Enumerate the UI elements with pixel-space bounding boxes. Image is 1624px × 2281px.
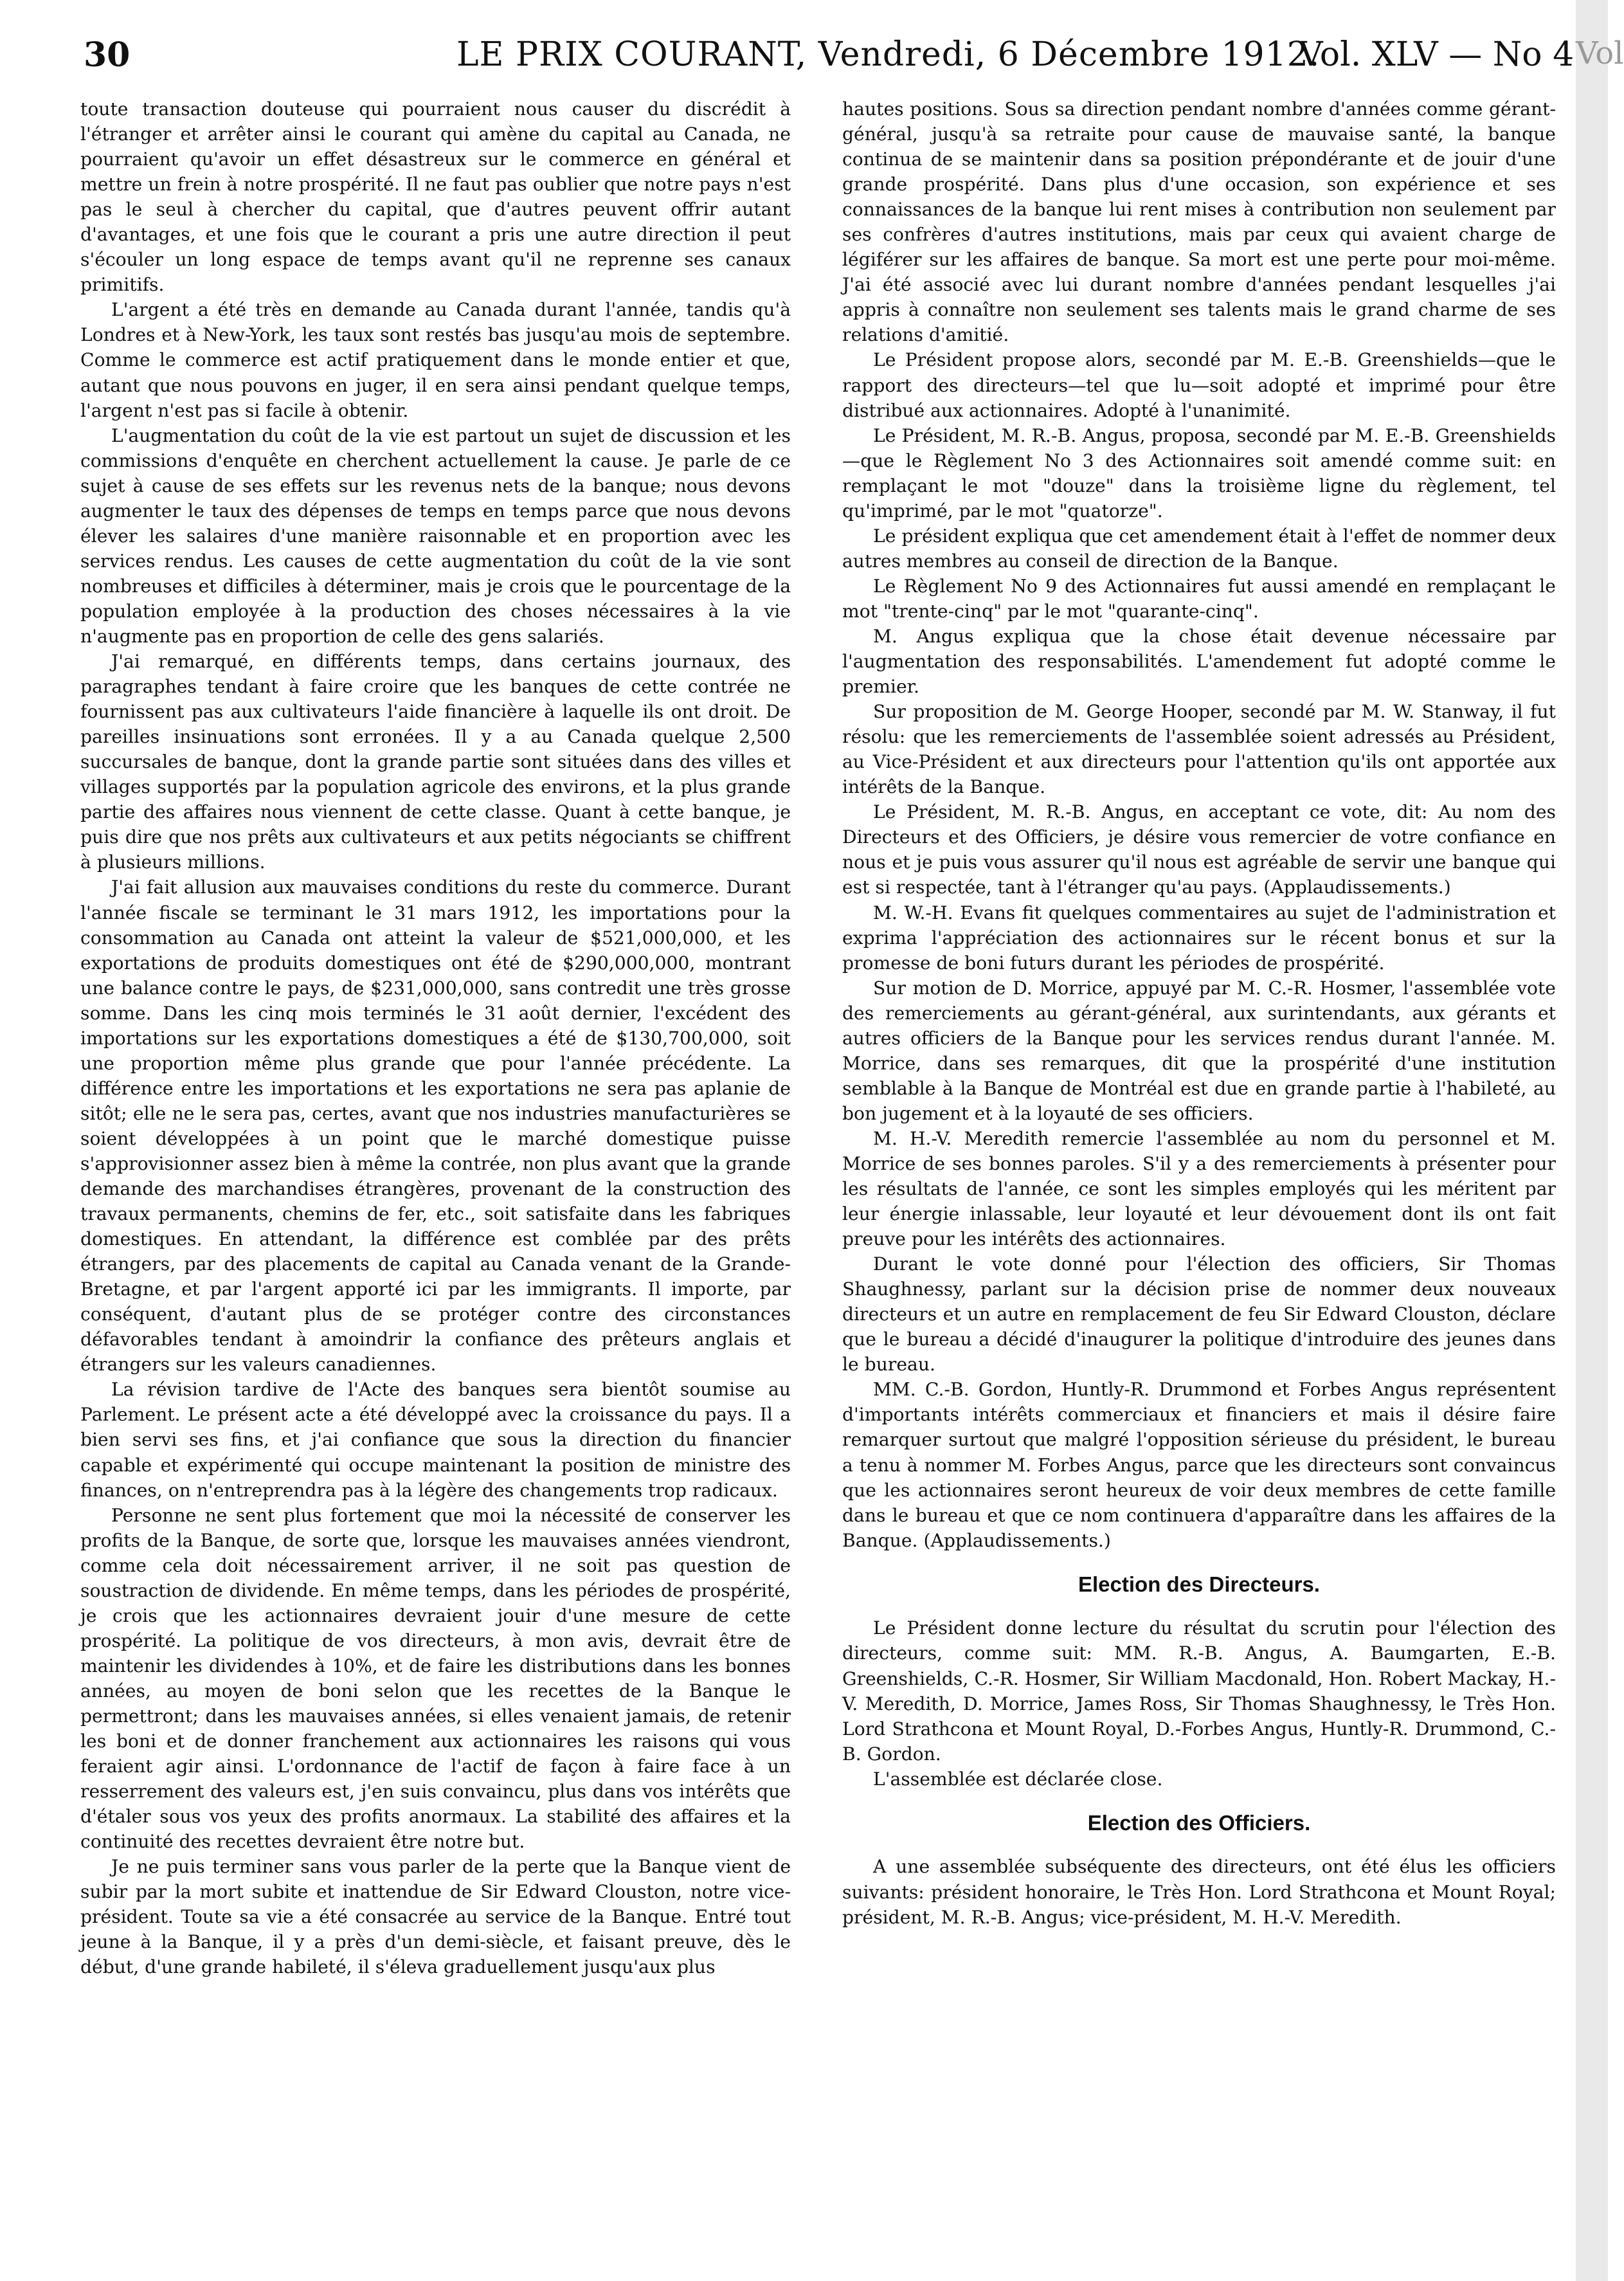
paragraph: L'argent a été très en demande au Canada durant l'année, tandis qu'à Londres et à New-York, les taux sont restés bas jusqu'au mois de septembre. Comme le commerce est actif pratiquement dans le monde entier et que, autant que nous pouvons en juger, il en sera ainsi pendant quelque temps, l'argent n'est pas si facile à obtenir. xyxy=(80,299,791,421)
page-header xyxy=(84,35,1574,87)
paragraph: M. Angus expliqua que la chose était devenue nécessaire par l'augmentation des responsabilités. L'amendement fut adopté comme le premier. xyxy=(842,625,1556,698)
page-number: 30 xyxy=(84,35,131,75)
paragraph: J'ai fait allusion aux mauvaises conditions du reste du commerce. Durant l'année fiscale se terminant le 31 mars 1912, les importations pour la consommation au Canada ont atteint la valeur de $521,000,000, et les exportations de produits domestiques ont été de $290,000,000, montrant une balance contre le pays, de $231,000,000, sans contredit une très grosse somme. Dans les cinq mois terminés le 31 août dernier, l'excédent des importations sur les exportations domestiques a été de $130,700,000, soit une proportion même plus grande que pour l'année précédente. La différence entre les importations et les exportations ne sera pas aplanie de sitôt; elle ne le sera pas, certes, avant que nos industries manufacturières se soient développées à un point que le marché domestique puisse s'approvisionner assez bien à même la contrée, non plus avant que la grande demande des marchandises étrangères, provenant de la construction des travaux permanents, chemins de fer, etc., soit satisfaite dans les fabriques domestiques. En attendant, la différence est comblée par des prêts étrangers, par des placements de capital au Canada venant de la Grande-Bretagne, et par l'argent apporté ici par les immigrants. Il importe, par conséquent, d'autant plus de se protéger contre des circonstances défavorables tendant à amoindrir la confiance des prêteurs anglais et étrangers sur les valeurs canadiennes. xyxy=(80,877,791,1376)
paragraph: Sur proposition de M. George Hooper, secondé par M. W. Stanway, il fut résolu: que les remerciements de l'assemblée soient adressés au Président, au Vice-Président et aux directeurs pour l'attention qu'ils ont apportée aux intérêts de la Banque. xyxy=(842,701,1556,798)
paragraph: hautes positions. Sous sa direction pendant nombre d'années comme gérant-général, jusqu'à sa retraite pour cause de mauvaise santé, la banque continua de se maintenir dans sa position prépondérante et de jouir d'une grande prospérité. Dans plus d'une occasion, son expérience et ses connaissances de la banque lui rent mises à contribution non seulement par ses confrères d'autres institutions, mais par ceux qui avaient charge de légiférer sur les affaires de banque. Sa mort est une perte pour moi-même. J'ai été associé avec lui durant nombre d'années pendant lesquelles j'ai appris à connaître non seulement ses talents mais le grand charme de ses relations d'amitié. xyxy=(842,98,1556,346)
paragraph: Le président expliqua que cet amendement était à l'effet de nommer deux autres membres au conseil de direction de la Banque. xyxy=(842,525,1556,572)
paragraph: Durant le vote donné pour l'élection des officiers, Sir Thomas Shaughnessy, parlant sur la décision prise de nommer deux nouveaux directeurs et un autre en remplacement de feu Sir Edward Clouston, déclare que le bureau a décidé d'inaugurer la politique d'introduire des jeunes dans le bureau. xyxy=(842,1253,1556,1376)
paragraph: MM. C.-B. Gordon, Huntly-R. Drummond et Forbes Angus représentent d'importants intérêts commerciaux et financiers et mais il désire faire remarquer surtout que malgré l'opposition sérieuse du président, le bureau a tenu à nommer M. Forbes Angus, parce que les directeurs sont convaincus que les actionnaires seront heureux de voir deux membres de cette famille dans le bureau et que ce nom continuera d'apparaître dans les affaires de la Banque. (Applaudissements.) xyxy=(842,1379,1556,1551)
paragraph: Le Président, M. R.-B. Angus, proposa, secondé par M. E.-B. Greenshields—que le Règlement No 3 des Actionnaires soit amendé comme suit: en remplaçant le mot "douze" dans la troisième ligne du règlement, tel qu'imprimé, par le mot "quatorze". xyxy=(842,424,1556,522)
paragraph: Sur motion de D. Morrice, appuyé par M. C.-R. Hosmer, l'assemblée vote des remerciements au gérant-général, aux surintendants, aux gérants et autres officiers de la Banque pour les services rendus durant l'année. M. Morrice, dans ses remarques, dit que la prospérité d'une institution semblable à la Banque de Montréal est due en grande partie à l'habileté, au bon jugement et à la loyauté de ses officiers. xyxy=(842,977,1556,1124)
paragraph: La révision tardive de l'Acte des banques sera bientôt soumise au Parlement. Le présent acte a été développé avec la croissance du pays. Il a bien servi ses fins, et j'ai confiance que sous la direction du financier capable et expérimenté qui occupe maintenant la position de ministre des finances, on n'entreprendra pas à la légère des changements trop radicaux. xyxy=(80,1379,791,1501)
adjacent-page-fragment: Vol xyxy=(1576,35,1624,71)
paragraph: Le Président donne lecture du résultat du scrutin pour l'élection des directeurs, comme suit: MM. R.-B. Angus, A. Baumgarten, E.-B. Greenshields, C.-R. Hosmer, Sir William Macdonald, Hon. Robert Mackay, H.-V. Meredith, D. Morrice, James Ross, Sir Thomas Shaughnessy, le Très Hon. Lord Strathcona et Mount Royal, D.-Forbes Angus, Huntly-R. Drummond, C.-B. Gordon. xyxy=(842,1617,1556,1765)
paragraph: Le Président, M. R.-B. Angus, en acceptant ce vote, dit: Au nom des Directeurs et des Officiers, je désire vous remercier de votre confiance en nous et je puis vous assurer qu'il nous est agréable de servir une banque qui est si respectée, tant à l'étranger qu'au pays. (Applaudissements.) xyxy=(842,801,1556,898)
paragraph: A une assemblée subséquente des directeurs, ont été élus les officiers suivants: président honoraire, le Très Hon. Lord Strathcona et Mount Royal; président, M. R.-B. Angus; vice-président, M. H.-V. Meredith. xyxy=(842,1856,1556,1928)
paragraph: Le Président propose alors, secondé par M. E.-B. Greenshields—que le rapport des directeurs—tel que lu—soit adopté et imprimé pour être distribué aux actionnaires. Adopté à l'unanimité. xyxy=(842,349,1556,421)
paragraph: M. W.-H. Evans fit quelques commentaires au sujet de l'administration et exprima l'appréciation des actionnaires sur le récent bonus et sur la promesse de boni futurs durant les périodes de prospérité. xyxy=(842,902,1556,974)
section-heading-directors: Election des Directeurs. xyxy=(1078,1572,1320,1596)
paragraph: L'augmentation du coût de la vie est partout un sujet de discussion et les commissions d'enquête en cherchent actuellement la cause. Je parle de ce sujet à cause de ses effets sur les revenus nets de la banque; nous devons augmenter le taux des dépenses de temps en temps parce que nous devons élever les salaires d'une manière raisonnable et en proportion avec les services rendus. Les causes de cette augmentation du coût de la vie sont nombreuses et difficiles à déterminer, mais je crois que le pourcentage de la population employée à la production des choses nécessaires à la vie n'augmente pas en proportion de celle des gens salariés. xyxy=(80,424,791,647)
section-heading-officers: Election des Officiers. xyxy=(1087,1810,1311,1835)
paragraph: Je ne puis terminer sans vous parler de la perte que la Banque vient de subir par la mort subite et inattendue de Sir Edward Clouston, notre vice-président. Toute sa vie a été consacrée au service de la Banque. Entré tout jeune à la Banque, il y a près d'un demi-siècle, et faisant preuve, dès le début, d'une grande habileté, il s'éleva graduellement jusqu'aux plus xyxy=(80,1856,791,1978)
paragraph: J'ai remarqué, en différents temps, dans certains journaux, des paragraphes tendant à faire croire que les banques de cette contrée ne fournissent pas aux cultivateurs l'aide financière à laquelle ils ont droit. De pareilles insinuations sont erronées. Il y a au Canada quelque 2,500 succursales de banque, dont la grande partie sont situées dans des villes et villages supportés par la population agricole des environs, et la plus grande partie des affaires nous viennent de cette classe. Quant à cette banque, je puis dire que nos prêts aux cultivateurs et aux petits négociants se chiffrent à plusieurs millions. xyxy=(80,651,791,873)
paragraph: M. H.-V. Meredith remercie l'assemblée au nom du personnel et M. Morrice de ses bonnes paroles. S'il y a des remerciements à présenter pour les résultats de l'année, ce sont les simples employés qui les méritent par leur énergie inlassable, leur loyauté et leur dévouement dont ils ont fait preuve pour les intérêts des actionnaires. xyxy=(842,1127,1556,1250)
volume-number: Vol. XLV — No 4 xyxy=(1299,35,1574,74)
paragraph: toute transaction douteuse qui pourraient nous causer du discrédit à l'étranger et arrêter ainsi le courant qui amène du capital au Canada, ne pourraient qu'avoir un effet désastreux sur le commerce en général et mettre un frein à notre prospérité. Il ne faut pas oublier que notre pays n'est pas le seul à chercher du capital, que d'autres peuvent offrir autant d'avantages, et une fois que le courant a pris une autre direction il peut s'écouler un long espace de temps avant qu'il ne reprenne ses canaux primitifs. xyxy=(80,98,791,296)
journal-title-date: LE PRIX COURANT, Vendredi, 6 Décembre 1912. xyxy=(456,35,1321,74)
paragraph: L'assemblée est déclarée close. xyxy=(873,1768,1163,1790)
paragraph: Personne ne sent plus fortement que moi la nécessité de conserver les profits de la Banque, de sorte que, lorsque les mauvaises années viendront, comme cela doit nécessairement arriver, il ne soit pas question de soustraction de dividende. En même temps, dans les périodes de prospérité, je crois que les actionnaires devraient jouir d'une mesure de cette prospérité. La politique de vos directeurs, à mon avis, devrait être de maintenir les dividendes à 10%, et de faire les distributions dans les bonnes années, au moyen de boni selon que les recettes de la Banque le permettront; dans les mauvaises années, si elles venaient jamais, de retenir les boni et de donner franchement aux actionnaires les raisons qui vous feraient agir ainsi. L'ordonnance de l'actif de façon à faire face à un resserrement des valeurs est, j'en suis convaincu, plus dans vos intérêts que d'étaler sous vos yeux des profits anormaux. La stabilité des affaires et la continuité des recettes devraient être notre but. xyxy=(80,1504,791,1853)
adjacent-page-edge xyxy=(1576,0,1624,2281)
right-column xyxy=(842,96,1556,1930)
paragraph: Le Règlement No 9 des Actionnaires fut aussi amendé en remplaçant le mot "trente-cinq" par le mot "quarante-cinq". xyxy=(842,575,1556,622)
left-column xyxy=(80,96,791,1980)
